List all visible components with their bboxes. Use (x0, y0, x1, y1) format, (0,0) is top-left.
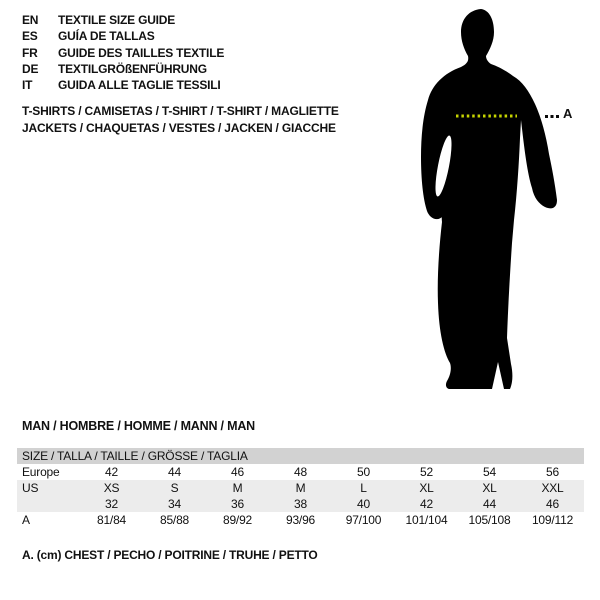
man-silhouette (420, 8, 560, 392)
language-code: FR (22, 45, 38, 60)
category-line: JACKETS / CHAQUETAS / VESTES / JACKEN / GIACCHE (22, 121, 336, 135)
size-cell: 52 (420, 465, 433, 479)
size-row-label: US (22, 481, 39, 495)
size-cell: 50 (357, 465, 370, 479)
size-cell: 34 (168, 497, 181, 511)
measure-label-a: A (563, 106, 573, 121)
size-cell: XXL (541, 481, 564, 495)
size-cell: 89/92 (222, 513, 253, 527)
size-cell: 46 (231, 465, 244, 479)
size-cell: 36 (231, 497, 244, 511)
size-table-body (17, 464, 584, 528)
size-cell: 54 (483, 465, 496, 479)
size-cell: 93/96 (285, 513, 316, 527)
section-title: MAN / HOMBRE / HOMME / MANN / MAN (22, 419, 255, 433)
measure-callout-dashes (545, 115, 561, 118)
size-cell: 46 (546, 497, 559, 511)
size-cell: 85/88 (159, 513, 190, 527)
size-cell: 109/112 (531, 513, 574, 527)
language-label: GUIDE DES TAILLES TEXTILE (58, 45, 225, 60)
measurement-footnote: A. (cm) CHEST / PECHO / POITRINE / TRUHE / PETTO (22, 548, 318, 562)
language-label: TEXTILGRÖßENFÜHRUNG (58, 61, 207, 76)
category-line: T-SHIRTS / CAMISETAS / T-SHIRT / T-SHIRT / MAGLIETTE (22, 104, 339, 118)
man-silhouette-body (421, 9, 557, 389)
size-cell: L (360, 481, 367, 495)
size-cell: 40 (357, 497, 370, 511)
size-cell: 105/108 (468, 513, 511, 527)
size-cell: 38 (294, 497, 307, 511)
size-cell: XS (103, 481, 120, 495)
size-cell: 44 (483, 497, 496, 511)
size-cell: XL (482, 481, 497, 495)
size-cell: 32 (105, 497, 118, 511)
size-row (17, 496, 584, 512)
size-table (17, 448, 584, 528)
size-cell: 101/104 (405, 513, 448, 527)
language-code: DE (22, 61, 39, 76)
size-row-label: A (22, 513, 30, 527)
size-row (17, 480, 584, 496)
size-row (17, 512, 584, 528)
size-row (17, 464, 584, 480)
size-cell: M (295, 481, 306, 495)
size-cell: M (232, 481, 243, 495)
language-code: EN (22, 13, 39, 27)
size-table-grid (17, 464, 584, 528)
language-code: IT (22, 78, 33, 93)
size-cell: 81/84 (96, 513, 127, 527)
size-cell: 42 (105, 465, 118, 479)
size-row-label: Europe (22, 465, 60, 479)
size-cell: XL (419, 481, 434, 495)
size-cell: 97/100 (345, 513, 382, 527)
size-cell: 42 (420, 497, 433, 511)
size-cell: S (170, 481, 179, 495)
language-label: GUIDA ALLE TAGLIE TESSILI (58, 78, 221, 93)
size-cell: 56 (546, 465, 559, 479)
language-label: TEXTILE SIZE GUIDE (58, 13, 176, 27)
size-cell: 44 (168, 465, 181, 479)
size-row-label (17, 496, 80, 512)
language-code: ES (22, 29, 38, 44)
size-cell: 48 (294, 465, 307, 479)
size-table-header: SIZE / TALLA / TAILLE / GRÖSSE / TAGLIA (17, 448, 584, 464)
language-label: GUÍA DE TALLAS (58, 29, 155, 44)
